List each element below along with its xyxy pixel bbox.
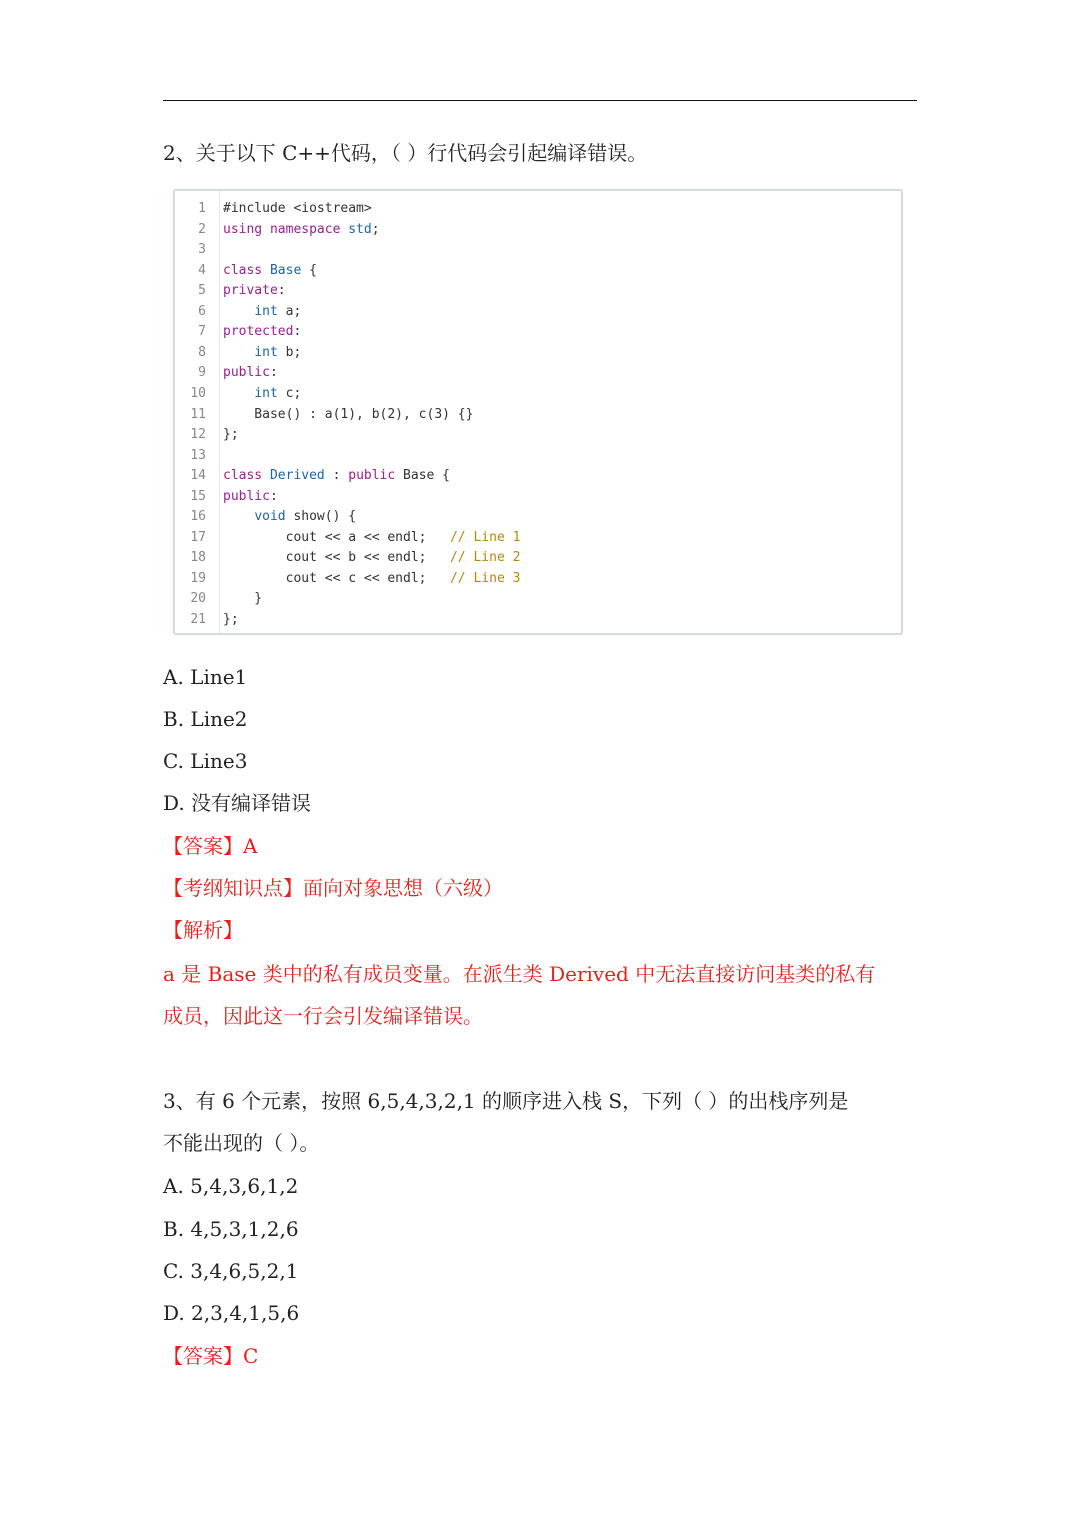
line-number: 17 [190,529,206,545]
code-token: int [254,344,278,360]
line-number: 8 [198,344,206,360]
question-3-option-d: D. 2,3,4,1,5,6 [163,1301,300,1325]
code-line [175,425,901,446]
code-token: a; [277,303,302,319]
code-line [175,384,901,405]
code-token: Derived [269,468,325,484]
question-2-analysis-line-2: 成员，因此这一行会引发编译错误。 [163,1004,483,1028]
code-token: }; [223,427,239,443]
line-number: 1 [198,201,206,216]
line-number: 19 [190,570,206,586]
question-2-option-c: C. Line3 [163,749,248,773]
code-text [223,363,278,384]
line-number: 7 [198,324,206,340]
code-line [175,446,901,467]
code-line [175,199,901,220]
code-line [175,281,901,302]
question-3-option-c: C. 3,4,6,5,2,1 [163,1259,299,1283]
question-2-text: 2、关于以下 C++代码，（ ）行代码会引起编译错误。 [163,141,648,165]
code-line [175,507,901,528]
code-token: using namespace [223,221,349,237]
code-token: Base { [395,468,451,484]
question-2-option-a: A. Line1 [163,665,248,689]
code-text [223,610,239,631]
line-number: 6 [198,303,206,319]
code-line [175,569,901,590]
question-3-option-a: A. 5,4,3,6,1,2 [163,1174,299,1198]
code-text [223,589,262,610]
code-token: : [269,365,278,381]
code-text [223,199,372,220]
code-token: : [269,488,278,504]
code-line [175,261,901,282]
code-token: cout << c << endl; [223,570,450,586]
code-token [223,386,254,401]
code-token: class [223,262,270,278]
line-number: 10 [190,385,206,401]
code-token: // Line 3 [449,570,521,586]
code-token: // Line 1 [449,529,521,545]
code-text [223,220,380,241]
line-number: 20 [190,591,206,607]
code-text [223,281,286,302]
code-line [175,240,901,261]
code-token: public [348,468,396,484]
code-token: } [223,591,263,607]
code-token: #include <iostream> [223,201,372,216]
code-token: }; [223,612,239,627]
question-3-text-line-1: 3、有 6 个元素，按照 6,5,4,3,2,1 的顺序进入栈 S，下列（ ）的出栈序列是 [163,1089,849,1113]
code-token: private [223,283,278,299]
line-number: 11 [190,406,206,422]
code-line [175,466,901,487]
code-token: c; [277,385,302,401]
code-text [223,466,450,487]
line-number: 9 [198,365,206,381]
code-token: cout << b << endl; [223,550,450,566]
code-text [223,405,473,426]
code-text [223,302,301,323]
code-text [223,548,520,569]
code-text [223,322,301,343]
code-token: cout << a << endl; [223,529,450,545]
question-2-option-b: B. Line2 [163,707,248,731]
line-number: 3 [198,242,206,258]
line-number: 12 [190,427,206,443]
code-line [175,302,901,323]
code-line [175,487,901,508]
code-token: protected [223,324,294,340]
code-token: : [293,324,302,340]
question-2-knowledge-point: 【考纲知识点】面向对象思想（六级） [163,876,503,900]
code-block [173,189,903,635]
code-token: : [324,468,349,484]
code-token: void [254,509,286,525]
line-number: 14 [190,468,206,484]
code-token [223,345,254,360]
question-2-option-d: D. 没有编译错误 [163,791,312,815]
code-token: int [254,303,278,319]
code-token: Base [269,262,302,278]
code-token: b; [277,344,302,360]
code-token: { [301,262,317,278]
line-number: 13 [190,447,206,463]
question-2-answer: 【答案】A [163,834,258,858]
question-3-answer: 【答案】C [163,1344,259,1368]
question-3-option-b: B. 4,5,3,1,2,6 [163,1217,299,1241]
code-token: std [348,221,372,237]
code-text [223,487,278,508]
question-3-text-line-2: 不能出现的（ ）。 [163,1131,320,1155]
code-token: ; [371,221,380,237]
code-token: // Line 2 [449,550,521,566]
line-number: 21 [190,612,206,627]
code-text [223,528,520,549]
header-rule [163,100,917,101]
code-token: public [223,488,270,504]
line-number: 15 [190,488,206,504]
code-text [223,425,239,446]
code-line [175,363,901,384]
code-token: int [254,385,278,401]
code-line [175,589,901,610]
code-text [223,343,301,364]
code-token [223,304,254,319]
code-text [223,569,520,590]
code-line [175,528,901,549]
line-number: 18 [190,550,206,566]
question-2-analysis-line-1: a 是 Base 类中的私有成员变量。在派生类 Derived 中无法直接访问基类的私有 [163,962,876,986]
code-token: Base() : a(1), b(2), c(3) {} [223,406,474,422]
code-token: class [223,468,270,484]
code-token: show() { [285,509,357,525]
code-token: public [223,365,270,381]
line-number: 5 [198,283,206,299]
code-line [175,405,901,426]
code-line [175,548,901,569]
line-number: 4 [198,262,206,278]
code-line [175,322,901,343]
code-text [223,507,356,528]
code-token [223,509,254,524]
code-text [223,384,301,405]
code-line [175,220,901,241]
code-line [175,610,901,631]
code-text [223,261,317,282]
question-2-analysis-heading: 【解析】 [163,918,243,942]
code-token: : [277,283,286,299]
code-line [175,343,901,364]
line-number: 16 [190,509,206,525]
line-number: 2 [198,221,206,237]
